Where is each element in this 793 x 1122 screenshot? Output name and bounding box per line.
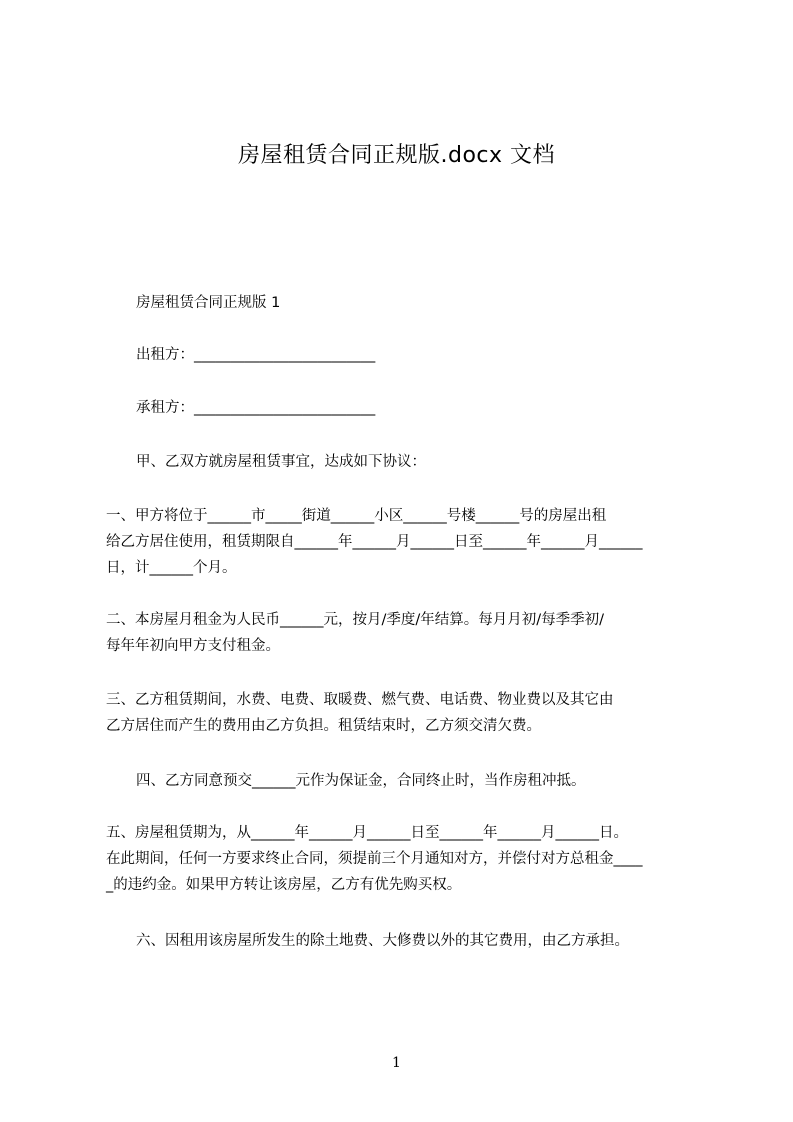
clause-1-line: 日，计______个月。 <box>106 560 237 576</box>
document-subtitle: 房屋租赁合同正规版 1 <box>136 295 281 311</box>
page-number: 1 <box>392 1055 401 1071</box>
document-title: 房屋租赁合同正规版.docx 文档 <box>237 143 556 168</box>
clause-4: 四、乙方同意预交______元作为保证金，合同终止时，当作房租冲抵。 <box>136 773 586 789</box>
clause-5-line: 在此期间，任何一方要求终止合同，须提前三个月通知对方，并偿付对方总租金____ <box>106 851 643 867</box>
clause-1-line: 给乙方居住使用，租赁期限自______年______月______日至______年______月______ <box>106 534 643 550</box>
lessor-line: 出租方：_________________________ <box>136 347 376 363</box>
clause-3-line: 三、乙方租赁期间，水费、电费、取暖费、燃气费、电话费、物业费以及其它由 <box>106 692 614 708</box>
intro-paragraph: 甲、乙双方就房屋租赁事宜，达成如下协议： <box>136 454 426 470</box>
clause-5-line: 五、房屋租赁期为，从______年______月______日至______年______月______日。 <box>106 825 628 841</box>
clause-1 <box>106 503 706 581</box>
clause-2-line: 每年年初向甲方支付租金。 <box>106 638 280 654</box>
clause-6: 六、因租用该房屋所发生的除土地费、大修费以外的其它费用，由乙方承担。 <box>136 933 629 949</box>
lessee-line: 承租方：_________________________ <box>136 400 376 416</box>
clause-2 <box>106 607 706 659</box>
clause-5-line: _的违约金。如果甲方转让该房屋，乙方有优先购买权。 <box>106 877 462 893</box>
clause-1-line: 一、甲方将位于______市_____街道______小区______号楼______号的房屋出租 <box>106 508 607 524</box>
clause-3 <box>106 687 706 739</box>
clause-2-line: 二、本房屋月租金为人民币______元，按月/季度/年结算。每月月初/每季季初/ <box>106 612 605 628</box>
clause-3-line: 乙方居住而产生的费用由乙方负担。租赁结束时，乙方须交清欠费。 <box>106 718 541 734</box>
clause-5 <box>106 820 706 898</box>
